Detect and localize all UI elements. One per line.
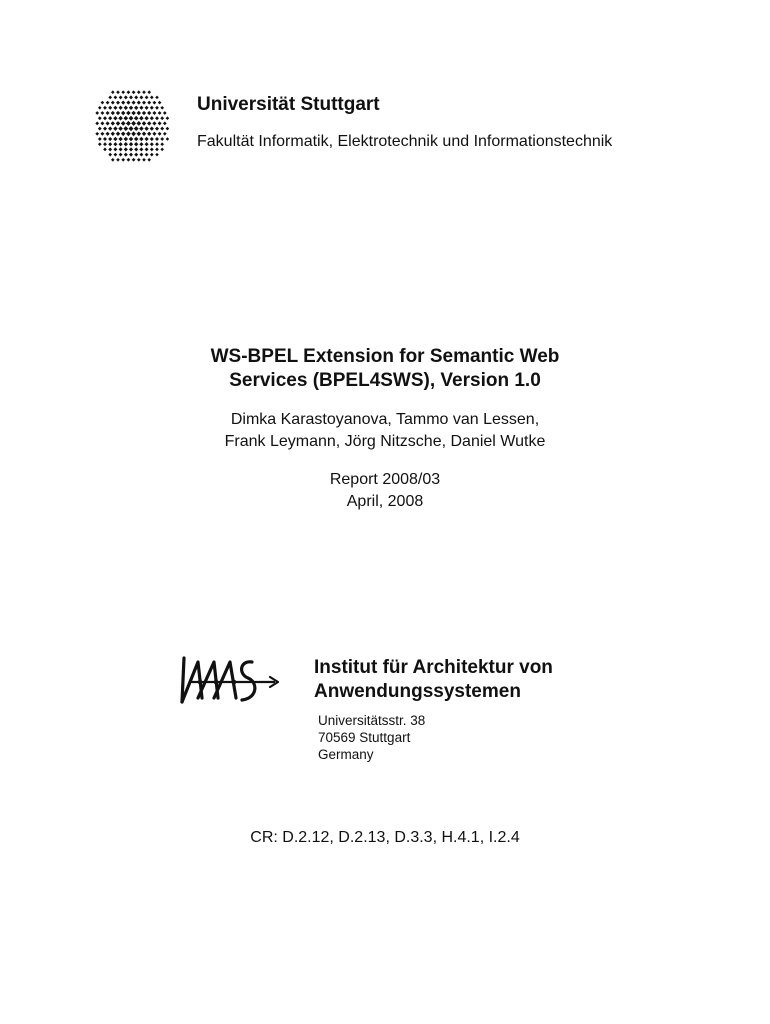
logo-dot	[163, 122, 167, 126]
logo-dot	[142, 101, 146, 105]
logo-dot	[142, 111, 146, 115]
logo-dot	[166, 127, 170, 131]
logo-dot	[108, 106, 112, 110]
logo-dot	[108, 116, 112, 120]
logo-dot	[160, 142, 164, 146]
logo-dot	[134, 106, 138, 110]
institute-name-line-2: Anwendungssystemen	[314, 681, 521, 702]
logo-dot	[103, 116, 107, 120]
logo-dot	[160, 148, 164, 152]
logo-dot	[116, 111, 120, 115]
logo-dot	[121, 90, 125, 94]
logo-dot	[111, 101, 115, 105]
logo-dot	[145, 142, 149, 146]
logo-dot	[116, 101, 120, 105]
logo-dot	[152, 111, 156, 115]
logo-dot	[129, 147, 133, 151]
logo-dot	[132, 101, 136, 105]
logo-dot	[95, 111, 99, 115]
logo-dot	[147, 111, 151, 115]
logo-dot	[129, 153, 133, 157]
logo-dot	[114, 153, 118, 157]
logo-dot	[147, 132, 151, 136]
logo-dot	[155, 153, 159, 157]
logo-dot	[150, 142, 154, 146]
logo-dot	[150, 116, 154, 120]
logo-dot	[121, 111, 125, 115]
university-logo	[90, 86, 172, 166]
institute-address	[318, 712, 425, 763]
logo-dot	[98, 137, 102, 141]
logo-dot	[129, 142, 133, 146]
authors	[0, 409, 770, 453]
logo-dot	[155, 127, 159, 131]
faculty-name: Fakultät Informatik, Elektrotechnik und Informationstechnik	[197, 133, 613, 150]
logo-dot	[121, 121, 126, 126]
logo-dot	[136, 121, 141, 126]
logo-dot	[134, 147, 138, 151]
institute-name	[314, 656, 553, 704]
logo-dot	[116, 121, 121, 126]
logo-dot	[139, 126, 144, 131]
logo-dot	[100, 121, 104, 125]
logo-dot	[123, 126, 128, 131]
logo-dot	[124, 147, 128, 151]
logo-dot	[152, 121, 156, 125]
logo-dot	[139, 137, 143, 141]
logo-dot	[155, 148, 159, 152]
logo-dot	[127, 158, 131, 162]
logo-dot	[158, 132, 162, 136]
logo-dot	[113, 116, 117, 120]
logo-dot	[163, 132, 167, 136]
logo-dot	[127, 90, 131, 94]
logo-dot	[158, 121, 162, 125]
logo-dot	[108, 137, 112, 141]
logo-dot	[160, 116, 164, 120]
logo-dot	[145, 153, 149, 157]
logo-dot	[118, 106, 122, 110]
logo-dot	[144, 137, 148, 141]
logo-dot	[153, 101, 157, 105]
logo-dot	[124, 153, 128, 157]
logo-dot	[137, 158, 141, 162]
logo-dot	[139, 142, 143, 146]
logo-dot	[116, 158, 120, 162]
logo-dot	[137, 111, 141, 115]
logo-dot	[101, 101, 105, 105]
logo-dot	[163, 111, 167, 115]
logo-dot	[137, 90, 141, 94]
logo-dot	[147, 158, 151, 162]
logo-dot	[126, 131, 131, 136]
logo-dot	[158, 111, 162, 115]
report-title-line-1: WS-BPEL Extension for Semantic Web	[210, 346, 560, 367]
logo-dot	[98, 127, 102, 131]
logo-dot	[123, 116, 128, 121]
logo-dot	[124, 142, 128, 146]
logo-dot	[111, 121, 115, 125]
address-street: Universitätsstr. 38	[318, 713, 426, 728]
logo-dot	[108, 126, 112, 130]
university-name: Universität Stuttgart	[197, 94, 380, 115]
logo-dot	[166, 137, 170, 141]
cr-classification: CR: D.2.12, D.2.13, D.3.3, H.4.1, I.2.4	[250, 829, 520, 846]
logo-dot	[103, 148, 107, 152]
logo-dot	[98, 106, 102, 110]
report-title-line-2: Services (BPEL4SWS), Version 1.0	[229, 370, 541, 391]
logo-dot	[150, 153, 154, 157]
logo-dot	[132, 90, 136, 94]
logo-dot	[155, 137, 159, 141]
logo-dot	[145, 147, 149, 151]
logo-dot	[134, 153, 138, 157]
logo-dot	[147, 101, 151, 105]
logo-dot	[145, 106, 149, 110]
logo-dot	[142, 90, 146, 94]
logo-dot	[119, 147, 123, 151]
logo-dot	[129, 106, 133, 110]
logo-dot	[118, 116, 123, 121]
logo-dot	[139, 95, 143, 99]
logo-dot	[145, 96, 149, 100]
authors-line-1: Dimka Karastoyanova, Tammo van Lessen,	[230, 411, 540, 428]
logo-dot	[121, 158, 125, 162]
logo-dot	[139, 147, 143, 151]
logo-dot	[155, 142, 159, 146]
logo-dot	[98, 142, 102, 146]
logo-dot	[95, 132, 99, 136]
logo-dot	[160, 106, 164, 110]
logo-dot	[118, 142, 122, 146]
logo-dot	[103, 142, 107, 146]
logo-dot	[95, 122, 99, 126]
logo-dot	[142, 121, 147, 126]
logo-dot	[108, 142, 112, 146]
logo-dot	[108, 96, 112, 100]
logo-dot	[139, 116, 144, 121]
address-country: Germany	[318, 747, 374, 762]
logo-dot	[152, 132, 156, 136]
logo-dot	[111, 132, 115, 136]
logo-dot	[142, 132, 146, 136]
logo-dot	[106, 121, 110, 125]
logo-dot	[114, 96, 118, 100]
logo-dot	[116, 132, 120, 136]
logo-dot	[116, 90, 120, 94]
logo-dot	[106, 111, 110, 115]
logo-dot	[118, 126, 123, 131]
title-block	[0, 345, 770, 513]
logo-dot	[150, 147, 154, 151]
logo-dot	[106, 132, 110, 136]
logo-dot	[150, 126, 154, 130]
logo-dot	[131, 111, 136, 116]
logo-dot	[134, 126, 139, 131]
logo-dot	[147, 90, 151, 94]
logo-dot	[108, 153, 112, 157]
logo-dot	[150, 137, 154, 141]
logo-dot	[144, 116, 148, 120]
logo-dot	[160, 127, 164, 131]
report-date: April, 2008	[346, 493, 424, 510]
logo-dot	[132, 158, 136, 162]
logo-dot	[160, 137, 164, 141]
logo-dot	[134, 142, 138, 146]
logo-dot	[150, 96, 154, 100]
logo-dot	[126, 121, 131, 126]
logo-dot	[137, 101, 141, 105]
logo-dot	[144, 126, 148, 130]
logo-dot	[129, 137, 134, 142]
logo-dot	[155, 106, 159, 110]
logo-dot	[113, 147, 117, 151]
logo-dot	[113, 142, 117, 146]
logo-dot	[158, 101, 162, 105]
institute-name-line-1: Institut für Architektur von	[314, 657, 553, 678]
logo-dot	[113, 137, 117, 141]
logo-dot	[155, 116, 159, 120]
logo-dot	[121, 131, 126, 136]
logo-dot	[111, 111, 115, 115]
logo-dot	[129, 95, 133, 99]
logo-dot	[136, 131, 141, 136]
authors-line-2: Frank Leymann, Jörg Nitzsche, Daniel Wutke	[224, 433, 546, 450]
logo-dot	[98, 116, 102, 120]
logo-dot	[100, 132, 104, 136]
logo-dot	[108, 147, 112, 151]
report-number: Report 2008/03	[329, 471, 441, 488]
logo-dot	[129, 116, 134, 121]
logo-dot	[103, 106, 107, 110]
logo-dot	[124, 95, 128, 99]
logo-dot	[103, 137, 107, 141]
logo-dot	[131, 131, 136, 136]
logo-dot	[103, 127, 107, 131]
logo-dot	[119, 153, 123, 157]
iaas-logo	[178, 652, 296, 708]
logo-dot	[118, 137, 122, 141]
logo-dot	[126, 111, 131, 116]
logo-dot	[142, 158, 146, 162]
logo-dot	[113, 106, 117, 110]
logo-dot	[134, 137, 139, 142]
logo-dot	[139, 106, 143, 110]
logo-dot	[121, 101, 125, 105]
logo-dot	[134, 95, 138, 99]
logo-dot	[147, 121, 151, 125]
logo-dot	[111, 90, 115, 94]
logo-dot	[129, 126, 134, 131]
report-info	[0, 469, 770, 513]
logo-dot	[124, 106, 128, 110]
logo-dot	[106, 101, 110, 105]
logo-dot	[111, 158, 115, 162]
logo-dot	[150, 106, 154, 110]
logo-dot	[100, 111, 104, 115]
logo-dot	[131, 121, 136, 126]
logo-dot	[113, 126, 117, 130]
logo-dot	[134, 116, 139, 121]
logo-dot	[119, 95, 123, 99]
logo-dot	[126, 101, 130, 105]
logo-dot	[155, 96, 159, 100]
logo-dot	[124, 137, 129, 142]
logo-dot	[139, 153, 143, 157]
address-city: 70569 Stuttgart	[318, 730, 411, 745]
logo-dot	[166, 116, 170, 120]
